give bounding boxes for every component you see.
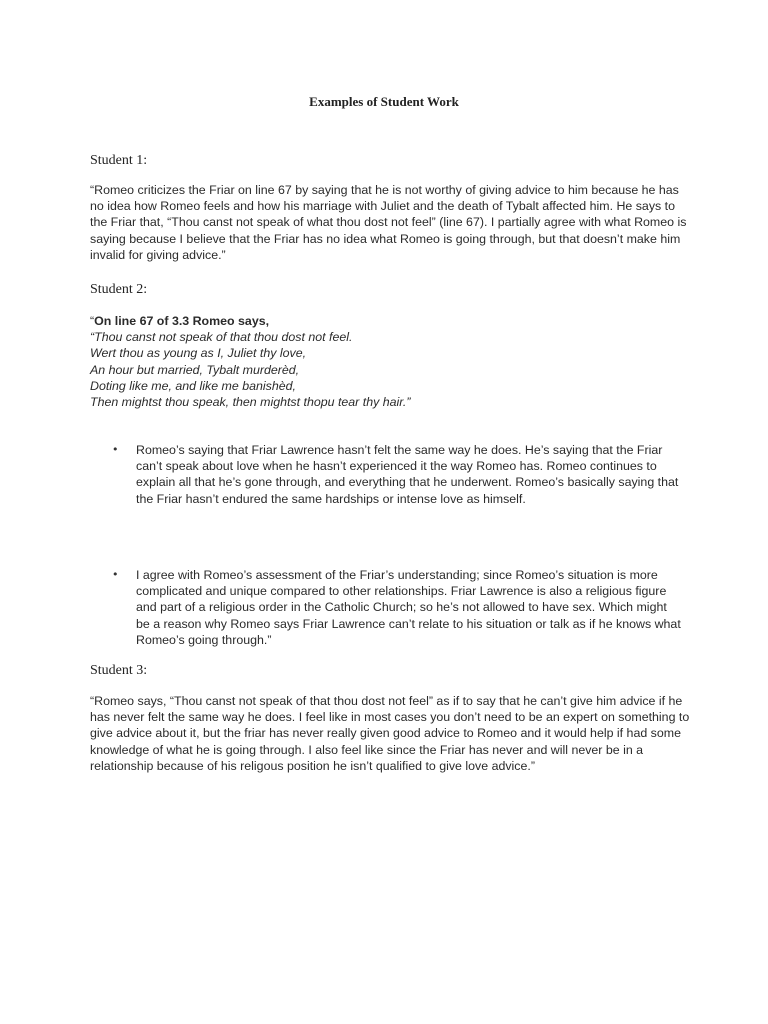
bullet-item	[112, 442, 682, 507]
quote-line: Then mightst thou speak, then mightst thopu tear thy hair.”	[90, 395, 411, 410]
student-1-response: “Romeo criticizes the Friar on line 67 by saying that he is not worthy of giving advice to him because he has no idea how Romeo feels and how his marriage with Juliet and the death of Tybalt affected him. He says to the Friar that, “Thou canst not speak of what thou dost not feel” (line 67). I partially agree with what Romeo is saying because I believe that the Friar has no idea what Romeo is going through, but that doesn’t make him invalid for giving advice.”	[90, 183, 687, 262]
document-title: Examples of Student Work	[309, 94, 459, 109]
student-2-heading: Student 2:	[90, 282, 148, 297]
quote-line: Doting like me, and like me banishèd,	[90, 378, 296, 393]
student-1-heading: Student 1:	[90, 153, 148, 168]
quote-line: Wert thou as young as I, Juliet thy love,	[90, 346, 307, 361]
quote-intro: On line 67 of 3.3 Romeo says,	[94, 314, 270, 328]
bullet-item	[112, 567, 682, 648]
student-2-quote	[90, 313, 690, 410]
bullet-icon: •	[112, 443, 119, 456]
bullet-icon: •	[112, 568, 119, 581]
quote-line: “Thou canst not speak of that thou dost not feel.	[90, 330, 353, 345]
quote-line: An hour but married, Tybalt murderèd,	[90, 362, 300, 377]
bullet-text: I agree with Romeo’s assessment of the Friar’s understanding; since Romeo’s situation is more complicated and unique compared to other relationships. Friar Lawrence is also a religious figure and part of a religious order in the Catholic Church; so he’s not allowed to have sex. Which might be a reason why Romeo says Friar Lawrence can’t relate to his situation or talk as if he knows what Romeo’s going through.”	[136, 568, 681, 647]
student-3-response: “Romeo says, “Thou canst not speak of that thou dost not feel” as if to say that he can’t give him advice if he has never felt the same way he does. I feel like in most cases you don’t need to be an expert on something to give advice about it, but the friar has never really given good advice to Romeo and it would help if had some knowledge of what he is going through. I also feel like since the Friar has never and will never be in a relationship because of his religous position he isn’t qualified to give love advice.”	[90, 694, 690, 773]
quote-open-mark: “	[90, 314, 95, 328]
student-3-heading: Student 3:	[90, 663, 148, 678]
bullet-text: Romeo’s saying that Friar Lawrence hasn’t felt the same way he does. He’s saying that the Friar can’t speak about love when he hasn’t experienced it the way Romeo has. Romeo continues to explain all that he’s gone through, and everything that he underwent. Romeo’s basically saying that the Friar hasn’t endured the same hardships or intense love as himself.	[136, 443, 679, 506]
